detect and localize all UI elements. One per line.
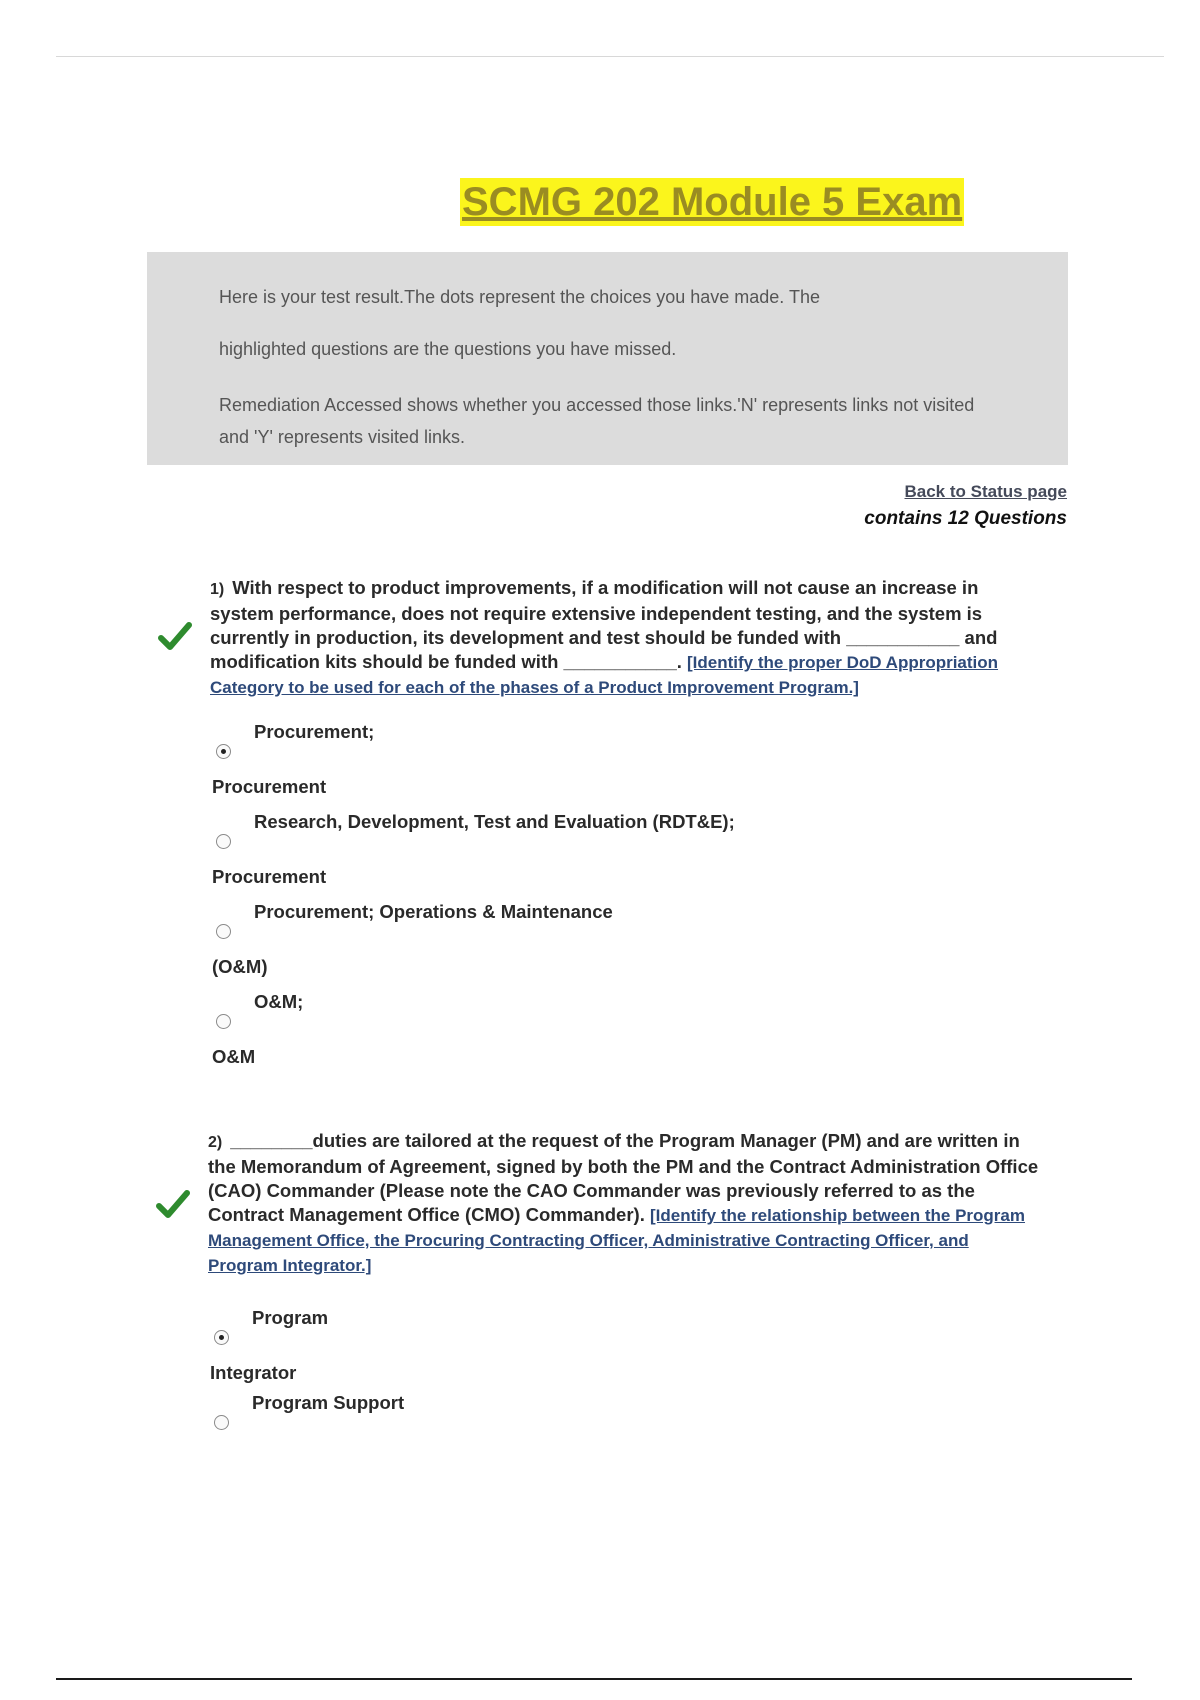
answer-option[interactable] <box>210 810 1045 900</box>
remediation-link[interactable]: [Identify the proper DoD Appropriation Category to be used for each of the phases of a Product Improvement Program.] <box>210 653 999 697</box>
option-label: Research, Development, Test and Evaluation (RDT&E); <box>254 811 735 832</box>
top-divider <box>56 56 1164 57</box>
bottom-divider <box>56 1678 1132 1680</box>
option-label: Procurement; <box>254 721 375 742</box>
option-label: Procurement; Operations & Maintenance <box>254 901 613 922</box>
option-label: O&M; <box>254 991 304 1012</box>
question-count: contains 12 Questions <box>864 508 1067 529</box>
question-body: ________duties are tailored at the request of the Program Manager (PM) and are written in the Memorandum of Agreement, signed by both the PM and the Contract Administration Office (CAO) Commander (Please note the CAO Commander was previously referred to as the Contract Management Office (CMO) Commander). <box>208 1130 1039 1225</box>
question-1 <box>210 576 1045 1080</box>
option-label: Program Support <box>252 1392 405 1413</box>
radio-button[interactable] <box>216 924 231 939</box>
option-label: Program <box>252 1307 329 1328</box>
radio-button[interactable] <box>214 1415 229 1430</box>
notice-line-3: Remediation Accessed shows whether you accessed those links.'N' represents links not visited and 'Y' represents visited links. <box>219 395 975 447</box>
page-title: SCMG 202 Module 5 Exam <box>462 180 963 224</box>
checkmark-icon <box>156 1190 190 1220</box>
answer-option[interactable] <box>210 720 1045 810</box>
option-label-cont: Procurement <box>212 776 327 797</box>
option-label-cont: O&M <box>212 1046 256 1067</box>
result-notice <box>147 252 1068 465</box>
notice-line-2: highlighted questions are the questions you have missed. <box>219 339 677 359</box>
answer-options <box>208 1306 1043 1441</box>
option-label-cont: Integrator <box>210 1362 297 1383</box>
radio-button[interactable] <box>216 1014 231 1029</box>
question-number: 1) <box>210 581 225 598</box>
question-2 <box>208 1129 1043 1441</box>
checkmark-icon <box>158 622 192 652</box>
back-to-status-link[interactable]: Back to Status page <box>904 482 1067 501</box>
question-body: With respect to product improvements, if a modification will not cause an increase in system performance, does not require extensive independent testing, and the system is currently in production, its development and test should be funded with ___________ and modification kits should be funded with ___________. <box>210 577 998 672</box>
option-label-cont: (O&M) <box>212 956 268 977</box>
answer-option[interactable] <box>210 990 1045 1080</box>
notice-line-1: Here is your test result.The dots represent the choices you have made. The <box>219 287 820 307</box>
question-2-text <box>208 1129 1043 1278</box>
option-label-cont: Procurement <box>212 866 327 887</box>
answer-option[interactable] <box>208 1391 1043 1441</box>
answer-option[interactable] <box>210 900 1045 990</box>
question-number: 2) <box>208 1134 223 1151</box>
question-1-text <box>210 576 1045 700</box>
radio-button[interactable] <box>216 744 231 759</box>
radio-button[interactable] <box>214 1330 229 1345</box>
radio-button[interactable] <box>216 834 231 849</box>
answer-options <box>210 720 1045 1080</box>
remediation-link[interactable]: [Identify the relationship between the Program Management Office, the Procuring Contracting Officer, Administrative Contracting Officer, and Program Integrator.] <box>208 1206 1025 1275</box>
answer-option[interactable] <box>208 1306 1043 1391</box>
